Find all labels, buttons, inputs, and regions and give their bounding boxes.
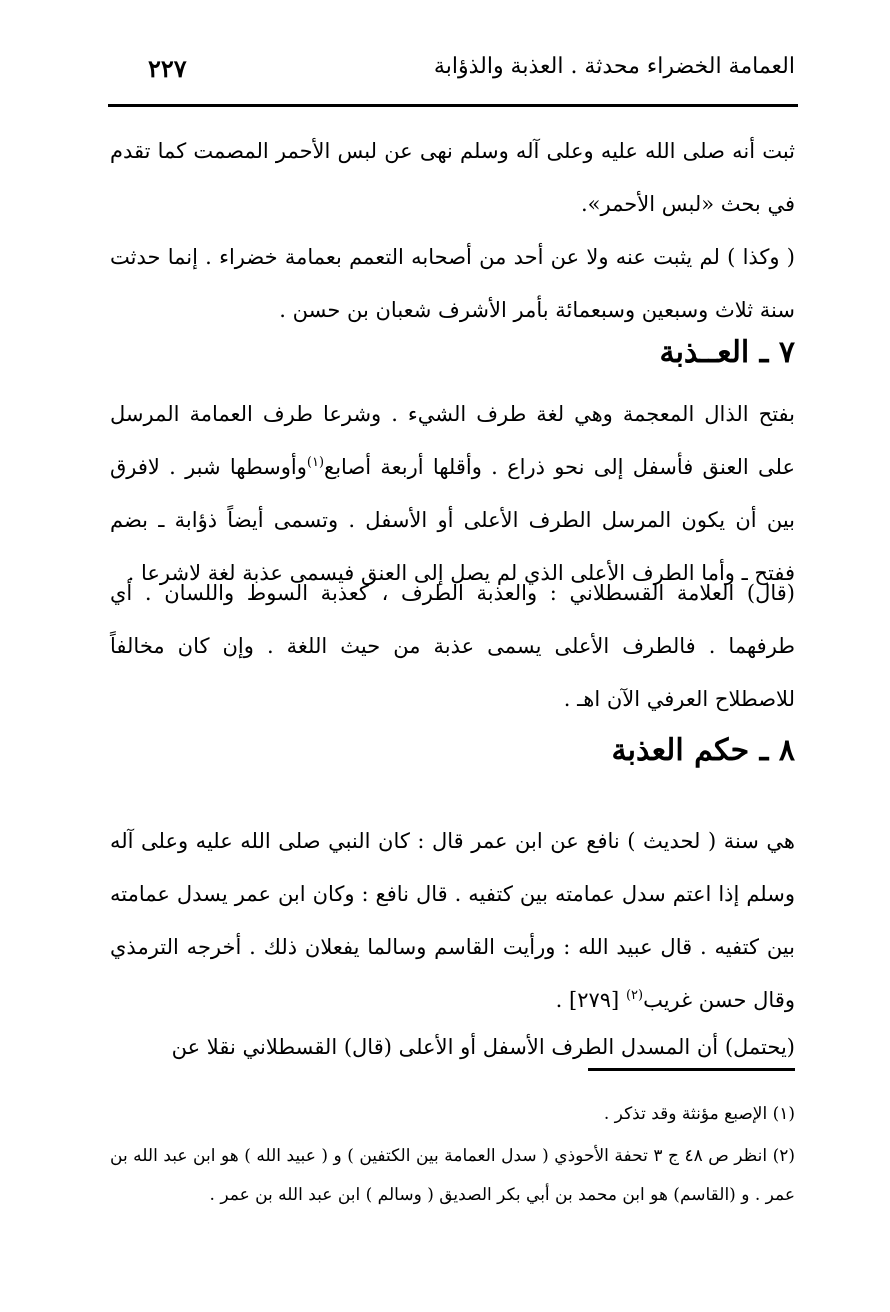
footnote-ref-1: (١) — [306, 455, 325, 470]
footnote-2: (٢) انظر ص ٤٨ ج ٣ تحفة الأحوذي ( سدل العمامة بين الكتفين ) و ( عبيد الله ) هو ابن عبد الله بن عمر . و (القاسم) هو ابن محمد بن أبي بكر الصديق ( وسالم ) ابن عبد الله بن عمر . — [110, 1146, 795, 1205]
header-rule — [108, 104, 798, 107]
hadith-number: [٢٧٩] . — [555, 988, 620, 1012]
footnote-rule — [588, 1068, 795, 1071]
paragraph-text: وأوسطها شبر . لافرق بين أن يكون المرسل الطرف الأعلى أو الأسفل . وتسمى أيضاً ذؤابة ـ بضم ففتح ـ وأما الطرف الأعلى الذي لم يصل إلى العنق فيسمى عذبة لغة لاشرعا . — [110, 455, 795, 585]
page-number: ٢٢٧ — [148, 54, 187, 83]
paragraph-qastallani: (قال) العلامة القسطلاني : والعذبة الطرف ، كعذبة السوط واللسان . أي طرفهما . فالطرف الأعلى يسمى عذبة من حيث اللغة . وإن كان مخالفاً للاصطلاح العرفي الآن اهـ . — [110, 581, 795, 711]
footnote-ref-2: (٢) — [625, 988, 644, 1003]
paragraph-sadl: (يحتمل) أن المسدل الطرف الأسفل أو الأعلى (قال) القسطلاني نقلا عن — [171, 1035, 795, 1059]
section-heading-udhba-ruling: ٨ ـ حكم العذبة — [611, 733, 795, 768]
paragraph-text: بفتح الذال المعجمة وهي لغة طرف الشيء . وشرعا طرف العمامة المرسل على العنق فأسفل إلى نحو ذراع . وأقلها أربعة أصابع — [110, 402, 795, 479]
paragraph-text: هي سنة ( لحديث ) نافع عن ابن عمر قال : كان النبي صلى الله عليه وعلى آله وسلم إذا اعتم سدل عمامته بين كتفيه . قال نافع : وكان ابن عمر يسدل عمامته بين كتفيه . قال عبيد الله : ورأيت القاسم وسالما يفعلان ذلك . أخرجه الترمذي وقال حسن غريب — [110, 829, 795, 1012]
section-heading-udhba: ٧ ـ العــذبة — [659, 335, 795, 370]
paragraph-green-turban: ( وكذا ) لم يثبت عنه ولا عن أحد من أصحابه التعمم بعمامة خضراء . إنما حدثت سنة ثلاث وسبعين وسبعمائة بأمر الأشرف شعبان بن حسن . — [110, 245, 795, 322]
paragraph-hadith — [110, 815, 795, 1027]
running-header — [110, 50, 795, 100]
paragraph-red-prohibition: ثبت أنه صلى الله عليه وعلى آله وسلم نهى عن لبس الأحمر المصمت كما تقدم في بحث «لبس الأحمر». — [110, 139, 795, 216]
footnote-1: (١) الإصبع مؤنثة وقد تذكر . — [603, 1104, 795, 1124]
running-title: العمامة الخضراء محدثة . العذبة والذؤابة — [433, 54, 795, 79]
